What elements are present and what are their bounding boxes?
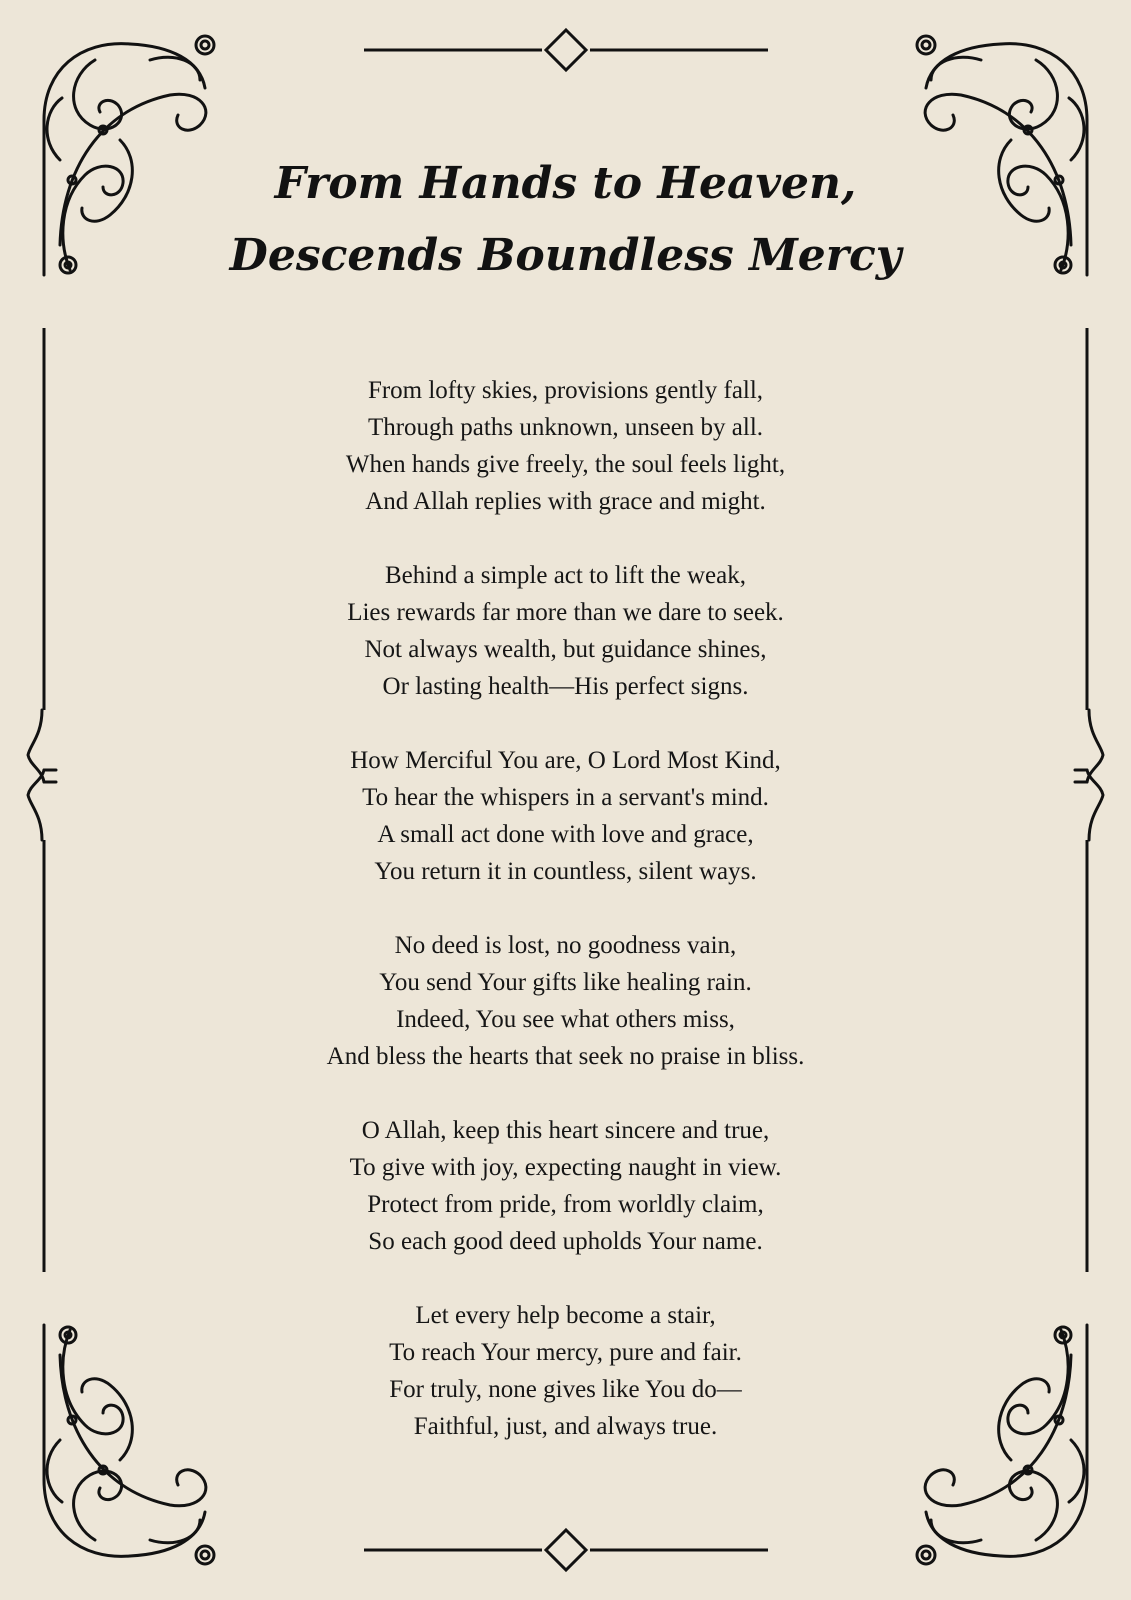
poem-line: How Merciful You are, O Lord Most Kind, bbox=[350, 747, 781, 774]
poem-line: Lies rewards far more than we dare to seek. bbox=[347, 599, 784, 626]
poem-line: Let every help become a stair, bbox=[415, 1302, 716, 1329]
poem-line: O Allah, keep this heart sincere and true, bbox=[361, 1117, 770, 1144]
top-diamond bbox=[546, 30, 586, 70]
poem-line: Through paths unknown, unseen by all. bbox=[367, 414, 764, 441]
bottom-diamond bbox=[546, 1530, 586, 1570]
poem-line: Or lasting health—His perfect signs. bbox=[382, 673, 749, 700]
poem-line: To reach Your mercy, pure and fair. bbox=[389, 1339, 742, 1366]
stanza-2 bbox=[0, 557, 1131, 705]
poem-line: So each good deed upholds Your name. bbox=[368, 1228, 763, 1255]
poem-line: Behind a simple act to lift the weak, bbox=[384, 562, 746, 589]
poem-line: Indeed, You see what others miss, bbox=[396, 1006, 735, 1033]
poem-body bbox=[0, 372, 1131, 1482]
poem-line: Not always wealth, but guidance shines, bbox=[364, 636, 767, 663]
stanza-6 bbox=[0, 1297, 1131, 1445]
poem-line: And Allah replies with grace and might. bbox=[365, 488, 766, 515]
poem-line: Faithful, just, and always true. bbox=[413, 1413, 718, 1440]
poem-line: You return it in countless, silent ways. bbox=[374, 858, 757, 885]
poem-line: You send Your gifts like healing rain. bbox=[379, 969, 752, 996]
poem-line: Protect from pride, from worldly claim, bbox=[367, 1191, 764, 1218]
stanza-1 bbox=[0, 372, 1131, 520]
stanza-3 bbox=[0, 742, 1131, 890]
title-line-2: Descends Boundless Mercy bbox=[229, 230, 902, 281]
poem-line: And bless the hearts that seek no praise in bliss. bbox=[326, 1043, 805, 1070]
poem-title bbox=[0, 148, 1131, 292]
poem-line: From lofty skies, provisions gently fall, bbox=[367, 377, 764, 404]
stanza-5 bbox=[0, 1112, 1131, 1260]
title-line-1: From Hands to Heaven, bbox=[274, 158, 857, 209]
stanza-4 bbox=[0, 927, 1131, 1075]
poem-line: To give with joy, expecting naught in view. bbox=[349, 1154, 782, 1181]
poem-line: When hands give freely, the soul feels light, bbox=[345, 451, 786, 478]
poem-line: To hear the whispers in a servant's mind. bbox=[362, 784, 769, 811]
poem-line: A small act done with love and grace, bbox=[377, 821, 754, 848]
poem-line: No deed is lost, no goodness vain, bbox=[394, 932, 737, 959]
poem-line: For truly, none gives like You do— bbox=[389, 1376, 742, 1403]
